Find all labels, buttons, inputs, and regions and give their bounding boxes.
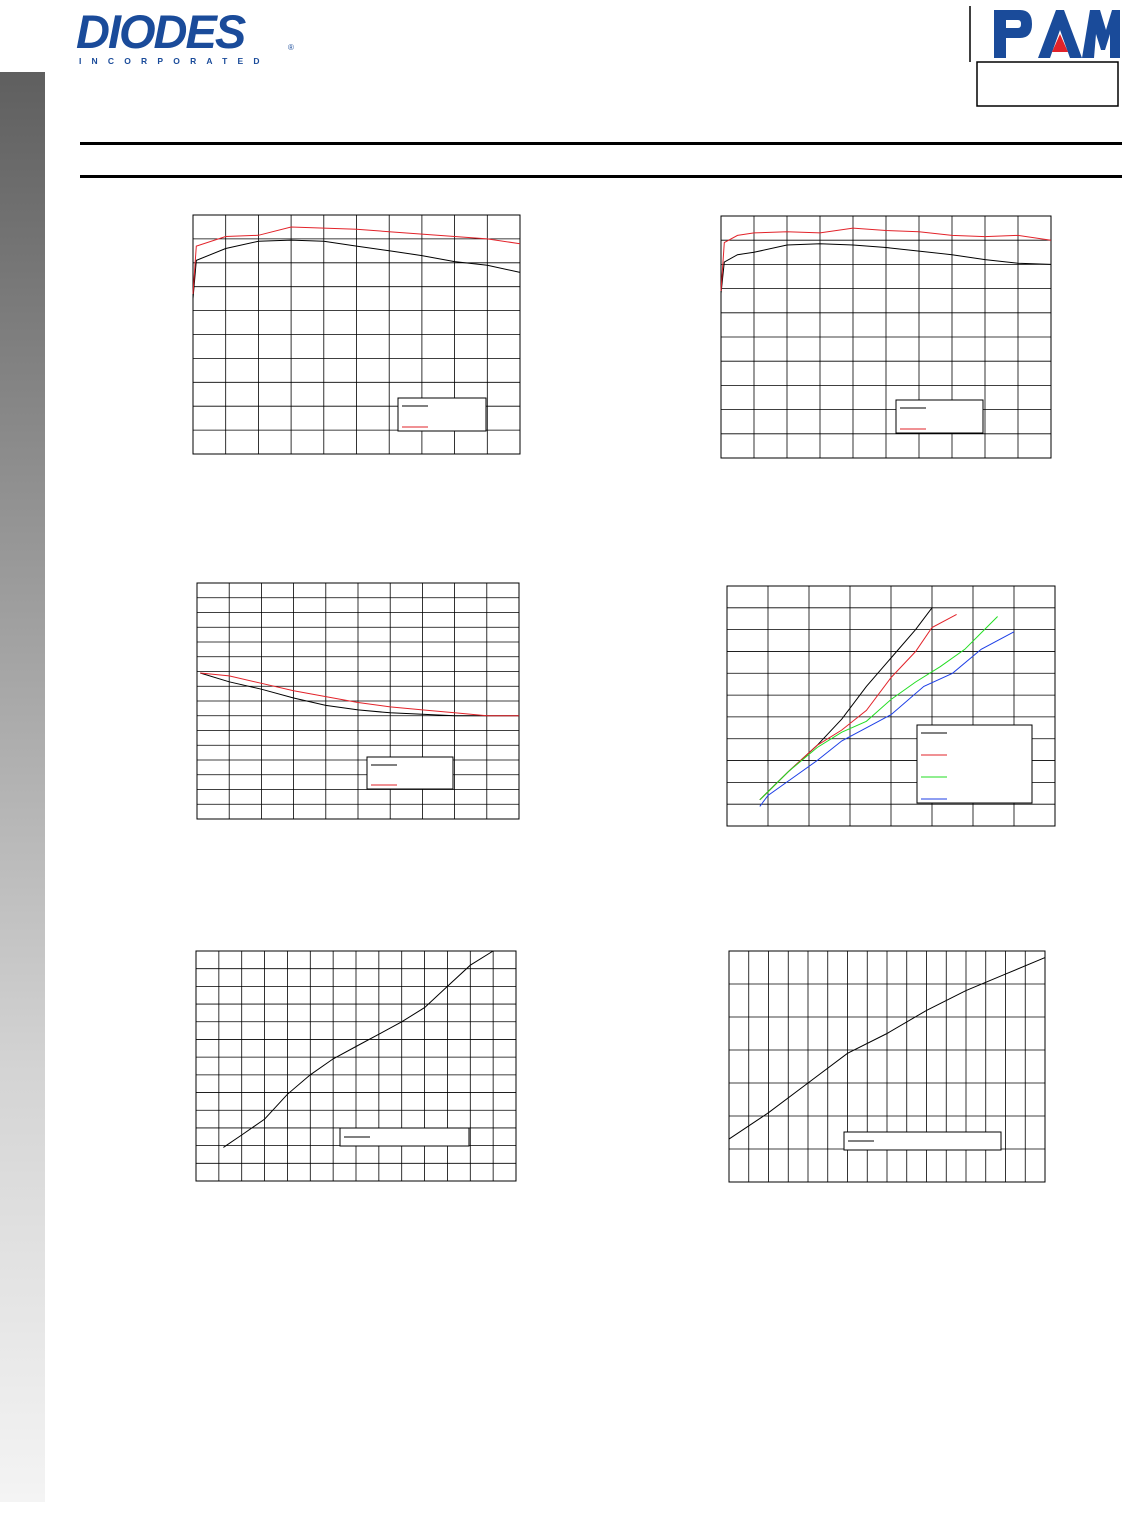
svg-text:®: ® bbox=[288, 43, 294, 52]
chart-2-legend bbox=[896, 400, 983, 433]
chart-1-legend bbox=[398, 398, 486, 431]
chart-4-legend bbox=[917, 725, 1032, 803]
svg-text:INCORPORATED: INCORPORATED bbox=[79, 56, 270, 66]
svg-text:DIODES: DIODES bbox=[76, 8, 245, 58]
chart-3-legend bbox=[367, 757, 453, 789]
